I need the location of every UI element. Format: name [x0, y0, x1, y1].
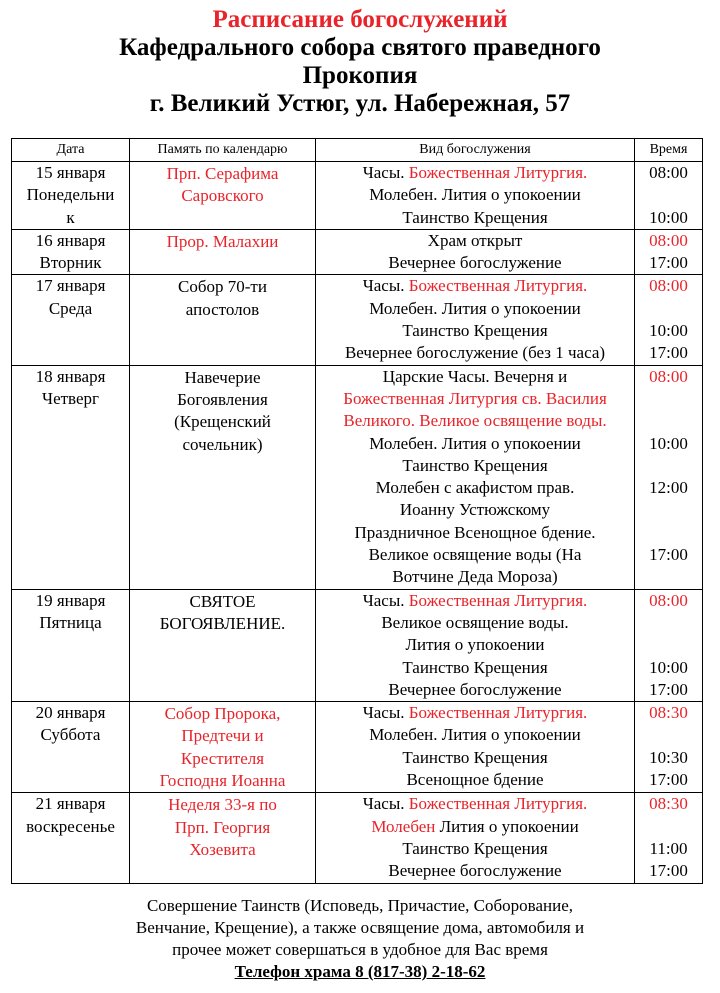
service-line [316, 252, 634, 274]
service-text: Лития о упокоении [435, 816, 579, 836]
service-line [316, 230, 634, 252]
time-value: 17:00 [649, 861, 688, 881]
time-cell [635, 793, 703, 883]
service-cell [316, 162, 635, 230]
service-line [316, 207, 634, 229]
service-text: Часы. [362, 703, 409, 723]
service-text: Божественная Литургия. [408, 590, 588, 610]
date-line: 20 января [35, 703, 106, 723]
service-text: Таинство Крещения [402, 455, 548, 475]
memory-line: Прп. Георгия [174, 817, 271, 837]
service-text: Божественная Литургия. [408, 276, 588, 296]
memory-line: Крестителя [180, 748, 265, 768]
service-text: Вечернее богослужение [388, 253, 562, 273]
table-row [12, 702, 703, 793]
date-cell [12, 589, 130, 701]
service-text: Вотчине Деда Мороза) [392, 567, 558, 587]
memory-line: СВЯТОЕ [189, 591, 256, 611]
service-line [316, 388, 634, 410]
address: г. Великий Устюг, ул. Набережная, 57 [149, 90, 571, 117]
time-value: 17:00 [649, 343, 688, 363]
time-value: 17:00 [649, 545, 688, 565]
memory-line: Собор Пророка, [164, 704, 281, 724]
service-text: Великого. Великое освящение воды. [343, 411, 607, 431]
service-text: Молебен с акафистом прав. [375, 478, 575, 498]
service-text: Таинство Крещения [402, 657, 548, 677]
header-date: Дата [12, 139, 130, 162]
service-line [316, 838, 634, 860]
time-value [635, 634, 702, 656]
service-line [316, 162, 634, 184]
service-text: Божественная Литургия. [408, 703, 588, 723]
service-line [316, 366, 634, 388]
service-text: Божественная Литургия. [408, 794, 588, 814]
service-line [316, 477, 634, 499]
time-value: 10:30 [649, 747, 688, 767]
date-line: Понедельни [26, 185, 115, 205]
date-line: 15 января [35, 163, 106, 182]
service-text: Часы. [362, 590, 409, 610]
service-text: Божественная Литургия св. Василия [343, 388, 607, 408]
date-cell [12, 793, 130, 883]
time-cell [635, 365, 703, 589]
memory-line: Господня Иоанна [159, 771, 286, 791]
time-value: 10:00 [649, 207, 688, 227]
table-row [12, 793, 703, 883]
table-row [12, 589, 703, 701]
memory-cell [130, 793, 316, 883]
date-line: Среда [48, 298, 93, 318]
service-text: Вечернее богослужение [388, 861, 562, 881]
service-line [316, 793, 634, 815]
service-text: Молебен. Лития о упокоении [369, 298, 581, 318]
service-line [316, 657, 634, 679]
time-value [635, 522, 702, 544]
time-value [635, 184, 702, 206]
service-line [316, 342, 634, 364]
service-text: Таинство Крещения [402, 321, 548, 341]
time-cell [635, 162, 703, 230]
service-cell [316, 229, 635, 275]
time-value: 08:00 [649, 230, 688, 250]
memory-cell [130, 229, 316, 275]
date-line: к [66, 207, 75, 227]
service-text: Вечернее богослужение (без 1 часа) [344, 343, 606, 363]
service-text: Часы. [362, 276, 409, 296]
time-value: 17:00 [649, 679, 688, 699]
memory-line: Навечерие [184, 367, 261, 387]
service-text: Храм открыт [427, 230, 523, 250]
service-line [316, 769, 634, 791]
time-value: 08:00 [649, 276, 688, 296]
service-text: Вечернее богослужение [388, 679, 562, 699]
date-cell [12, 365, 130, 589]
memory-line: (Крещенский [174, 412, 271, 432]
service-text: Молебен. Лития о упокоении [369, 185, 581, 205]
service-text: Иоанну Устюжскому [399, 500, 551, 520]
date-cell [12, 702, 130, 793]
service-text: Царские Часы. Вечерня и [382, 366, 568, 386]
memory-line: Предтечи и [181, 726, 264, 746]
service-line [316, 590, 634, 612]
table-row [12, 365, 703, 589]
date-line: 21 января [35, 794, 106, 814]
table-row [12, 275, 703, 365]
service-text: Великое освящение воды (На [368, 545, 582, 565]
time-cell [635, 702, 703, 793]
service-line [316, 499, 634, 521]
memory-line: сочельник) [182, 434, 263, 454]
service-line [316, 298, 634, 320]
service-line [316, 184, 634, 206]
memory-line: Хозевита [189, 839, 256, 859]
time-value [635, 499, 702, 521]
header-service: Вид богослужения [316, 139, 635, 162]
memory-line: Прор. Малахии [166, 231, 279, 251]
service-text: Божественная Литургия. [408, 163, 588, 182]
date-cell [12, 162, 130, 230]
footer-line-1: Совершение Таинств (Исповедь, Причастие, Соборование, [146, 896, 574, 915]
date-cell [12, 229, 130, 275]
service-text: Таинство Крещения [402, 207, 548, 227]
table-row [12, 229, 703, 275]
time-value [635, 388, 702, 410]
footer [0, 895, 720, 983]
service-text: Молебен. Лития о упокоении [369, 725, 581, 745]
date-line: Вторник [39, 253, 102, 273]
service-cell [316, 275, 635, 365]
service-line [316, 275, 634, 297]
time-value [635, 612, 702, 634]
memory-line: апостолов [185, 299, 260, 319]
service-cell [316, 589, 635, 701]
time-value [635, 298, 702, 320]
service-cell [316, 793, 635, 883]
footer-line-2: Венчание, Крещение), а также освящение дома, автомобиля и [135, 918, 585, 937]
time-value: 10:00 [649, 657, 688, 677]
service-line [316, 747, 634, 769]
service-text: Лития о упокоении [405, 635, 545, 655]
time-value: 10:00 [649, 321, 688, 341]
date-line: 16 января [35, 230, 106, 250]
date-line: 18 января [35, 366, 106, 386]
time-cell [635, 275, 703, 365]
table-header-row [12, 139, 703, 162]
service-text: Молебен [371, 816, 436, 836]
time-value [635, 816, 702, 838]
service-text: Часы. [362, 794, 409, 814]
memory-cell [130, 589, 316, 701]
time-value: 08:30 [649, 703, 688, 723]
service-line [316, 816, 634, 838]
time-value: 17:00 [649, 253, 688, 273]
date-line: 19 января [35, 590, 106, 610]
service-line [316, 522, 634, 544]
memory-cell [130, 275, 316, 365]
service-line [316, 612, 634, 634]
service-text: Великое освящение воды. [381, 612, 569, 632]
service-line [316, 320, 634, 342]
time-value: 08:30 [649, 794, 688, 814]
time-cell [635, 589, 703, 701]
service-text: Часы. [362, 163, 409, 182]
memory-line: Саровского [181, 186, 264, 206]
service-line [316, 679, 634, 701]
cathedral-name-line2: Прокопия [302, 62, 418, 89]
service-line [316, 433, 634, 455]
phone-number: Телефон храма 8 (817-38) 2-18-62 [234, 962, 486, 981]
time-value [635, 410, 702, 432]
service-line [316, 702, 634, 724]
service-line [316, 566, 634, 588]
memory-cell [130, 702, 316, 793]
header [0, 0, 720, 118]
table-row [12, 162, 703, 230]
service-text: Всенощное бдение [406, 770, 544, 790]
time-value: 08:00 [649, 590, 688, 610]
header-time: Время [635, 139, 703, 162]
date-cell [12, 275, 130, 365]
date-line: 17 января [35, 276, 106, 296]
time-value: 11:00 [649, 838, 688, 858]
memory-line: Собор 70-ти [178, 277, 267, 297]
service-line [316, 455, 634, 477]
time-value: 12:00 [649, 478, 688, 498]
schedule-body [12, 162, 703, 884]
time-value: 08:00 [649, 163, 688, 182]
memory-line: Богоявления [177, 389, 268, 409]
date-line: Суббота [40, 725, 101, 745]
service-text: Таинство Крещения [402, 838, 548, 858]
memory-line: Прп. Серафима [166, 164, 279, 183]
service-cell [316, 702, 635, 793]
date-line: воскресенье [26, 816, 115, 836]
service-text: Таинство Крещения [402, 747, 548, 767]
footer-line-3: прочее может совершаться в удобное для Вас время [172, 940, 548, 959]
service-line [316, 860, 634, 882]
time-value: 08:00 [649, 366, 688, 386]
memory-cell [130, 365, 316, 589]
time-value: 17:00 [649, 770, 688, 790]
time-value: 10:00 [649, 433, 688, 453]
service-line [316, 634, 634, 656]
memory-cell [130, 162, 316, 230]
time-value [635, 724, 702, 746]
memory-line: БОГОЯВЛЕНИЕ. [159, 613, 286, 633]
service-line [316, 410, 634, 432]
cathedral-name-line1: Кафедрального собора святого праведного [119, 34, 601, 61]
service-text: Праздничное Всенощное бдение. [354, 522, 596, 542]
header-memory: Память по календарю [130, 139, 316, 162]
date-line: Четверг [42, 388, 99, 408]
service-cell [316, 365, 635, 589]
time-cell [635, 229, 703, 275]
date-line: Пятница [39, 612, 102, 632]
time-value [635, 455, 702, 477]
page-title: Расписание богослужений [212, 6, 508, 33]
service-text: Молебен. Лития о упокоении [369, 433, 581, 453]
schedule-table [11, 138, 703, 884]
memory-line: Неделя 33-я по [168, 795, 277, 815]
service-line [316, 544, 634, 566]
service-line [316, 724, 634, 746]
time-value [635, 566, 702, 588]
